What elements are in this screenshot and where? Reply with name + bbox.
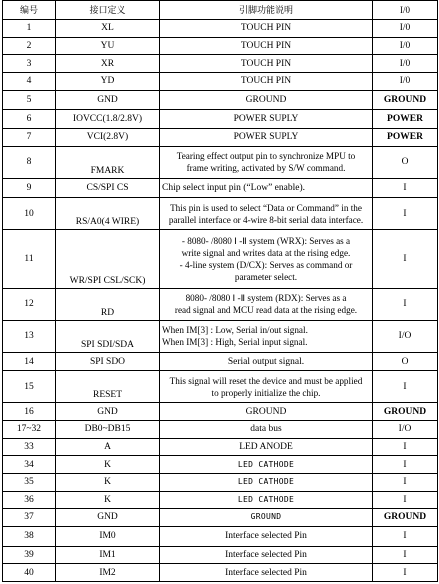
description-line: Tearing effect output pin to synchronize MPU to [176,151,356,162]
pin-io-cell: I [373,438,438,456]
pin-name-cell: RD [56,288,160,320]
pin-number-cell: 7 [3,129,56,147]
pin-io-cell: I/0 [373,55,438,73]
description-line: GROUND [245,406,287,417]
pin-number-cell: 12 [3,288,56,320]
pin-description-cell [160,90,373,110]
pin-description-cell [160,110,373,129]
pin-description-cell [160,456,373,474]
pin-description-cell [160,403,373,421]
table-row [3,288,438,320]
pin-io-cell: I [373,230,438,288]
pin-number-cell: 40 [3,564,56,582]
description-line: This pin is used to select “Data or Command” in the [170,202,362,213]
pin-description-cell [160,230,373,288]
pin-description-cell [160,564,373,582]
pin-name-cell: FMARK [56,146,160,178]
description-line: TOUCH PIN [240,76,292,87]
pin-name-cell: XL [56,20,160,38]
pin-description-cell [160,72,373,90]
pin-number-cell: 13 [3,320,56,352]
table-row [3,473,438,491]
table-row [3,438,438,456]
header-pin-number: 编号 [3,1,56,20]
pin-name-cell: IOVCC(1.8/2.8V) [56,110,160,129]
pin-io-cell: I/0 [373,20,438,38]
pin-name-cell: VCI(2.8V) [56,129,160,147]
table-row [3,371,438,403]
pin-description-cell [160,421,373,439]
pin-number-cell: 38 [3,526,56,546]
table-row [3,456,438,474]
pin-number-cell: 17~32 [3,421,56,439]
header-pin-function: 引脚功能说明 [160,1,373,20]
pin-number-cell: 4 [3,72,56,90]
pin-io-cell: O [373,146,438,178]
description-line: GROUND [250,512,282,522]
table-row [3,72,438,90]
pin-name-cell: GND [56,509,160,527]
pin-number-cell: 5 [3,90,56,110]
pin-description-cell [160,371,373,403]
table-row [3,129,438,147]
description-line: TOUCH PIN [240,58,292,69]
pin-description-cell [160,129,373,147]
pin-io-cell: I [373,546,438,564]
pin-description-cell [160,37,373,55]
description-line: Chip select input pin (“Low” enable). [162,183,305,194]
pin-io-cell: I [373,564,438,582]
pin-name-cell: CS/SPI CS [56,178,160,198]
pin-name-cell: IM0 [56,526,160,546]
pin-io-cell: I [373,371,438,403]
pin-number-cell: 14 [3,352,56,371]
pin-io-cell: POWER [373,129,438,147]
pin-number-cell: 37 [3,509,56,527]
pin-description-cell [160,509,373,527]
table-row [3,320,438,352]
pin-io-cell: I/O [373,320,438,352]
pin-description-cell [160,438,373,456]
table-header-row [3,1,438,20]
pin-name-cell: RESET [56,371,160,403]
pin-io-cell: GROUND [373,90,438,110]
pin-number-cell: 9 [3,178,56,198]
pin-description-cell [160,178,373,198]
description-line: TOUCH PIN [240,23,292,34]
pin-description-cell [160,473,373,491]
pin-io-cell: I/0 [373,72,438,90]
pin-number-cell: 39 [3,546,56,564]
pin-name-cell: SPI SDI/SDA [56,320,160,352]
pin-description-cell [160,491,373,509]
pin-definition-page [2,0,437,582]
pin-io-cell: I [373,526,438,546]
pin-description-cell [160,352,373,371]
pin-description-cell [160,198,373,230]
pin-description-cell [160,288,373,320]
description-line: write signal and writes data at the rising edge. [181,248,351,259]
table-row [3,352,438,371]
pin-name-cell: SPI SDO [56,352,160,371]
pin-number-cell: 3 [3,55,56,73]
table-row [3,491,438,509]
description-line: GROUND [245,94,287,105]
description-line: Interface selected Pin [225,531,307,542]
description-line: Interface selected Pin [225,567,307,578]
pin-number-cell: 15 [3,371,56,403]
description-line: - 8080- /8080 Ⅰ -Ⅱ system (WRX): Serves as a [181,236,351,247]
pin-io-cell: GROUND [373,509,438,527]
description-line: 8080- /8080 Ⅰ -Ⅱ system (RDX): Serves as a [185,293,347,304]
description-line: read signal and MCU read data at the rising edge. [174,305,358,316]
pin-number-cell: 2 [3,37,56,55]
pin-name-cell: RS/A0(4 WIRE) [56,198,160,230]
pin-name-cell: WR/SPI CSL/SCK) [56,230,160,288]
description-line: Serial output signal. [227,356,305,367]
pin-io-cell: I [373,198,438,230]
description-line: LED CATHODE [237,477,295,487]
pin-number-cell: 34 [3,456,56,474]
description-line: to properly initialize the chip. [211,387,321,398]
pin-definition-table [2,0,438,582]
description-line: parameter select. [234,272,298,283]
description-line: TOUCH PIN [240,40,292,51]
pin-name-cell: K [56,473,160,491]
pin-name-cell: GND [56,90,160,110]
pin-name-cell: IM1 [56,546,160,564]
pin-number-cell: 6 [3,110,56,129]
pin-name-cell: YD [56,72,160,90]
table-row [3,55,438,73]
pin-name-cell: IM2 [56,564,160,582]
pin-name-cell: DB0~DB15 [56,421,160,439]
table-row [3,110,438,129]
description-line: LED CATHODE [237,459,295,469]
table-row [3,230,438,288]
pin-description-cell [160,320,373,352]
description-line: parallel interface or 4-wire 8-bit serial data interface. [168,214,364,225]
pin-description-cell [160,146,373,178]
pin-number-cell: 35 [3,473,56,491]
description-line: LED CATHODE [237,494,295,504]
pin-number-cell: 11 [3,230,56,288]
table-row [3,509,438,527]
description-line: POWER SUPLY [233,114,299,125]
pin-number-cell: 33 [3,438,56,456]
pin-name-cell: K [56,491,160,509]
table-row [3,90,438,110]
description-line: frame writing, activated by S/W command. [186,163,346,174]
header-io: I/0 [373,1,438,20]
pin-name-cell: A [56,438,160,456]
description-line: This signal will reset the device and must be applied [169,375,363,386]
pin-number-cell: 36 [3,491,56,509]
pin-number-cell: 1 [3,20,56,38]
table-body [3,20,438,582]
table-row [3,526,438,546]
description-line: When IM[3] : Low, Serial in/out signal. [162,325,308,336]
table-row [3,146,438,178]
pin-name-cell: K [56,456,160,474]
description-line: Interface selected Pin [225,549,307,560]
pin-description-cell [160,20,373,38]
pin-number-cell: 10 [3,198,56,230]
table-row [3,403,438,421]
pin-io-cell: POWER [373,110,438,129]
header-interface-definition: 接口定义 [56,1,160,20]
pin-description-cell [160,55,373,73]
pin-io-cell: I [373,456,438,474]
pin-description-cell [160,546,373,564]
pin-io-cell: I/O [373,421,438,439]
pin-io-cell: I [373,178,438,198]
pin-io-cell: I/0 [373,37,438,55]
table-row [3,546,438,564]
pin-io-cell: I [373,288,438,320]
description-line: When IM[3] : High, Serial input signal. [162,337,308,348]
table-row [3,37,438,55]
table-row [3,421,438,439]
pin-number-cell: 8 [3,146,56,178]
pin-name-cell: GND [56,403,160,421]
description-line: data bus [250,424,282,435]
pin-description-cell [160,526,373,546]
table-row [3,198,438,230]
table-row [3,20,438,38]
pin-io-cell: I [373,491,438,509]
pin-number-cell: 16 [3,403,56,421]
pin-name-cell: XR [56,55,160,73]
pin-io-cell: GROUND [373,403,438,421]
table-row [3,564,438,582]
description-line: POWER SUPLY [233,132,299,143]
table-row [3,178,438,198]
pin-io-cell: I [373,473,438,491]
pin-name-cell: YU [56,37,160,55]
description-line: - 4-line system (D/CX): Serves as command or [179,260,353,271]
pin-io-cell: O [373,352,438,371]
description-line: LED ANODE [239,441,293,452]
